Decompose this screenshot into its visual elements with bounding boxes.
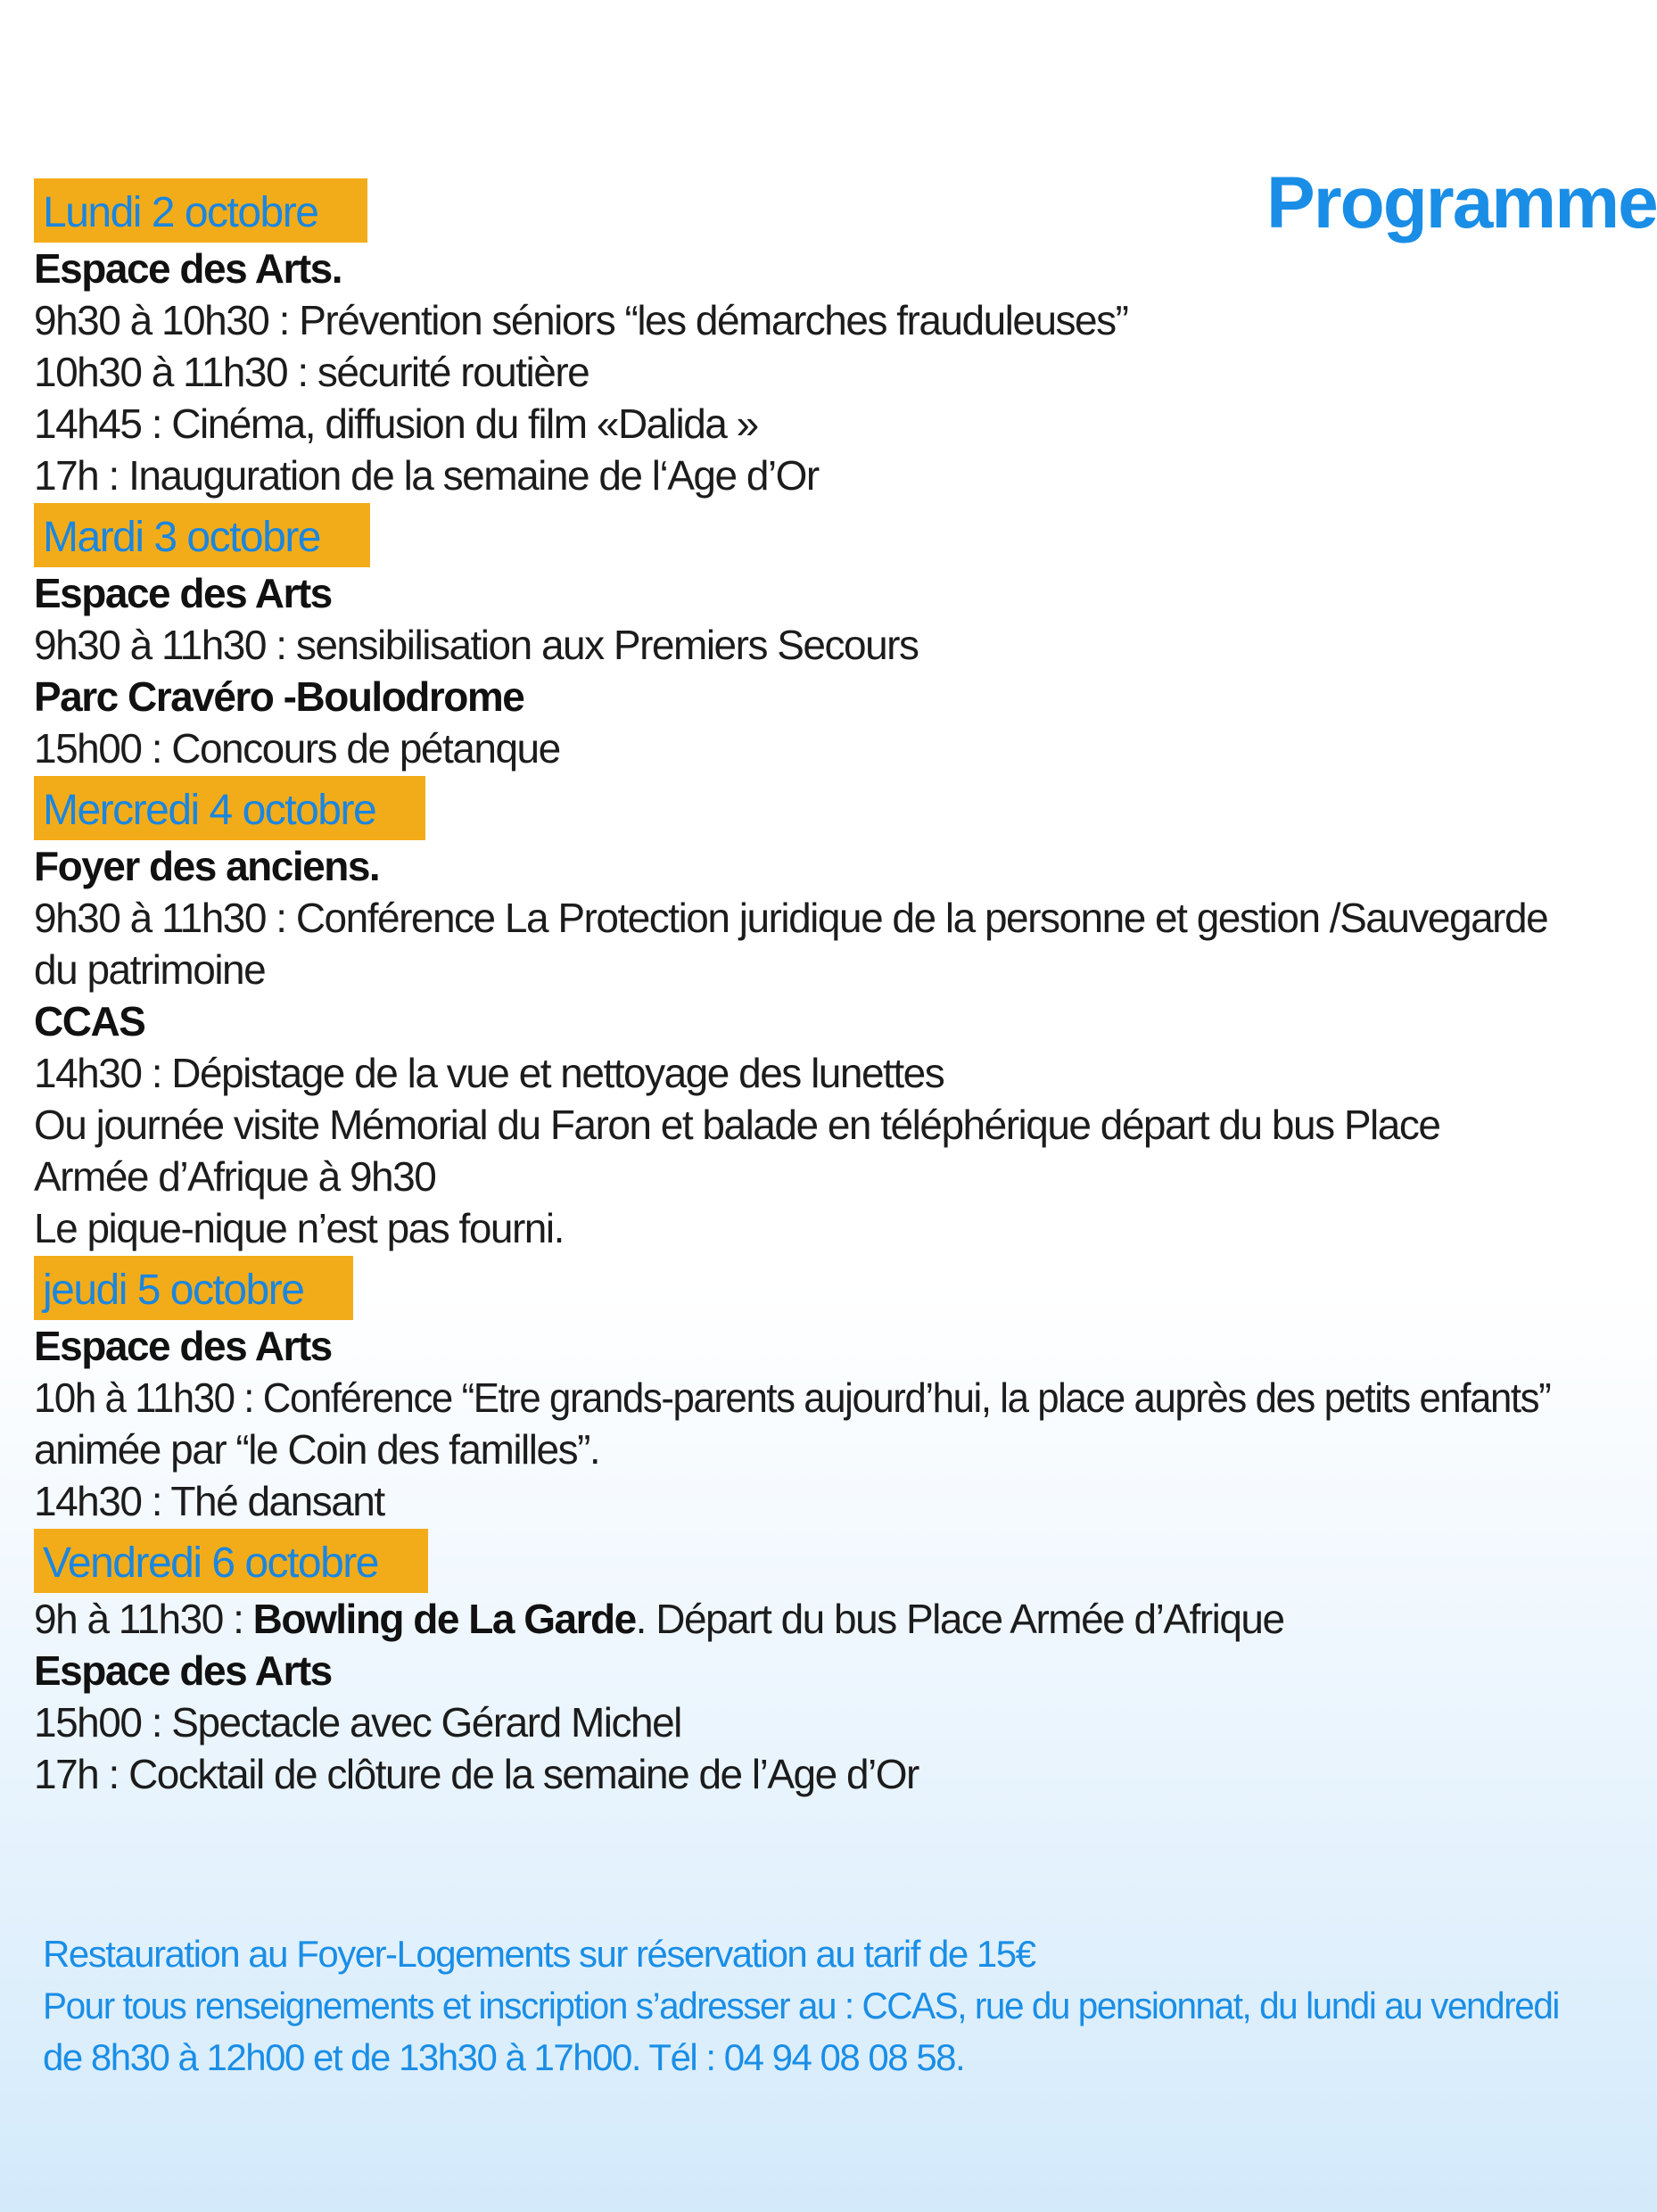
schedule-item: 15h00 : Spectacle avec Gérard Michel — [34, 1699, 681, 1746]
venue-name: Espace des Arts. — [34, 245, 342, 292]
day-header: Mardi 3 octobre — [34, 503, 370, 567]
schedule-item: animée par “le Coin des familles”. — [34, 1426, 600, 1473]
schedule-item-time: 9h à 11h30 : — [34, 1596, 253, 1642]
day-header: Mercredi 4 octobre — [34, 776, 425, 840]
venue-name: Espace des Arts — [34, 1647, 332, 1694]
schedule-item-venue: Bowling de La Garde — [252, 1596, 636, 1642]
schedule-item: 10h30 à 11h30 : sécurité routière — [34, 349, 589, 395]
schedule-item: 17h : Cocktail de clôture de la semaine de l’Age d’Or — [34, 1751, 919, 1797]
schedule-item: 14h30 : Dépistage de la vue et nettoyage des lunettes — [34, 1050, 944, 1096]
footer-line: Restauration au Foyer-Logements sur réservation au tarif de 15€ — [43, 1933, 1035, 1975]
schedule-item: du patrimoine — [34, 946, 266, 993]
venue-name: Foyer des anciens. — [34, 843, 380, 889]
day-header: Lundi 2 octobre — [34, 178, 367, 243]
schedule-item — [34, 1593, 1550, 1645]
schedule-item-text: . Départ du bus Place Armée d’Afrique — [635, 1596, 1284, 1642]
schedule-item: 14h45 : Cinéma, diffusion du film «Dalida » — [34, 400, 758, 447]
schedule-item: 9h30 à 11h30 : sensibilisation aux Premiers Secours — [34, 622, 919, 668]
day-section — [34, 776, 1550, 1254]
day-section — [34, 503, 1550, 774]
day-section — [34, 178, 1550, 501]
footer-line: de 8h30 à 12h00 et de 13h30 à 17h00. Tél : 04 94 08 08 58. — [43, 2036, 965, 2078]
day-section — [34, 1256, 1550, 1527]
venue-name: Espace des Arts — [34, 1323, 332, 1369]
schedule-item: 14h30 : Thé dansant — [34, 1478, 384, 1524]
day-header: jeudi 5 octobre — [34, 1256, 353, 1320]
venue-name: Parc Cravéro -Boulodrome — [34, 673, 524, 720]
schedule-item: 10h à 11h30 : Conférence “Etre grands-parents aujourd’hui, la place auprès des petits enfants” — [34, 1374, 1551, 1421]
schedule-item: Armée d’Afrique à 9h30 — [34, 1153, 436, 1200]
venue-name: CCAS — [34, 998, 145, 1044]
schedule-item: Le pique-nique n’est pas fourni. — [34, 1205, 564, 1251]
day-header: Vendredi 6 octobre — [34, 1529, 428, 1593]
program-schedule — [34, 178, 1550, 1800]
day-section — [34, 1529, 1550, 1800]
page-title: Programme — [1266, 162, 1657, 243]
schedule-item: 9h30 à 11h30 : Conférence La Protection juridique de la personne et gestion /Sauvegarde — [34, 895, 1548, 941]
schedule-item: 9h30 à 10h30 : Prévention séniors “les démarches frauduleuses” — [34, 297, 1128, 343]
schedule-item: 17h : Inauguration de la semaine de l‘Age d’Or — [34, 452, 819, 499]
schedule-item: Ou journée visite Mémorial du Faron et balade en téléphérique départ du bus Place — [34, 1102, 1440, 1148]
footer-line: Pour tous renseignements et inscription s’adresser au : CCAS, rue du pensionnat, du lundi au vendredi — [43, 1985, 1559, 2026]
schedule-item: 15h00 : Concours de pétanque — [34, 725, 560, 772]
info-footer — [43, 1928, 1559, 2084]
venue-name: Espace des Arts — [34, 570, 332, 616]
